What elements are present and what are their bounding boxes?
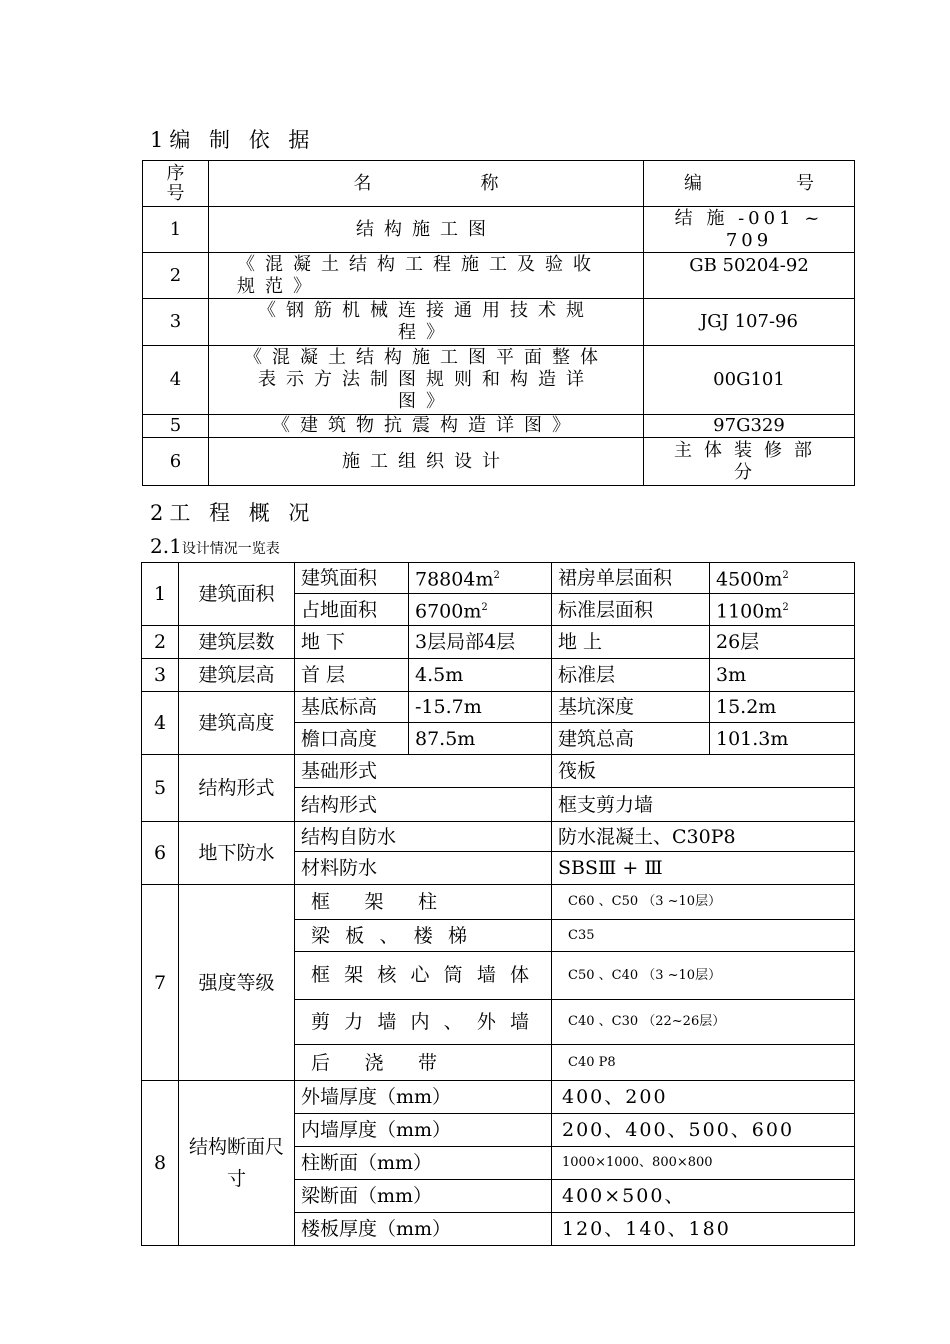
table-row (142, 1081, 855, 1114)
basis-table (142, 160, 855, 486)
grade-item: 框架柱 (295, 885, 552, 920)
row-number: 3 (142, 659, 179, 692)
grade-item: 框架核心筒墙体 (295, 952, 552, 1000)
row-category: 强度等级 (179, 885, 295, 1081)
row-seq: 3 (143, 299, 209, 346)
row-category: 建筑面积 (179, 563, 295, 626)
cell-label: 地 上 (552, 626, 710, 659)
row-code: GB 50204-92 (644, 253, 855, 299)
header-name-left: 名 (353, 172, 372, 194)
cell-value: 87.5m (409, 723, 552, 755)
cell-label: 标准层 (552, 659, 710, 692)
row-code: JGJ 107-96 (644, 299, 855, 346)
cell-label: 首 层 (295, 659, 409, 692)
section-2-1-number: 2.1 (150, 534, 182, 558)
row-name: 《建筑物抗震构造详图》 (209, 415, 644, 438)
cell-label: 檐口高度 (295, 723, 409, 755)
header-name-right: 称 (480, 172, 499, 194)
table-row (142, 563, 855, 594)
section-item: 柱断面（mm） (295, 1147, 552, 1180)
section-item: 梁断面（mm） (295, 1180, 552, 1213)
cell-label: 基础形式 (295, 755, 552, 788)
cell-label: 基底标高 (295, 692, 409, 723)
table-header-row (143, 161, 855, 207)
row-category: 结构形式 (179, 755, 295, 822)
section-item: 外墙厚度（mm） (295, 1081, 552, 1114)
cell-value: 防水混凝土、C30P8 (552, 822, 855, 852)
cell-value: 26层 (710, 626, 855, 659)
grade-item: 剪力墙内、外墙 (295, 1000, 552, 1045)
header-name (209, 161, 644, 207)
header-code-left: 编 (684, 172, 702, 194)
cell-label: 结构自防水 (295, 822, 552, 852)
header-seq: 序号 (143, 161, 209, 207)
grade-value: C50 、C40 （3 ~10层） (552, 952, 855, 1000)
grade-value: C40 P8 (552, 1045, 855, 1081)
table-row (143, 299, 855, 346)
cell-value: 101.3m (710, 723, 855, 755)
cell-label: 标准层面积 (552, 594, 710, 626)
grade-value: C60 、C50 （3 ~10层） (552, 885, 855, 920)
row-category: 建筑层数 (179, 626, 295, 659)
row-code: 97G329 (644, 415, 855, 438)
grade-item: 梁板、楼梯 (295, 920, 552, 952)
cell-value: 筏板 (552, 755, 855, 788)
cell-value: SBSⅢ + Ⅲ (552, 852, 855, 885)
section-2-1-title (150, 534, 280, 558)
table-row (143, 438, 855, 486)
cell-label: 建筑面积 (295, 563, 409, 594)
table-row (142, 885, 855, 920)
header-code-right: 号 (796, 172, 814, 194)
row-category: 结构断面尺寸 (179, 1081, 295, 1246)
cell-value: 框支剪力墙 (552, 788, 855, 822)
cell-label: 建筑总高 (552, 723, 710, 755)
section-item: 内墙厚度（mm） (295, 1114, 552, 1147)
section-2-title: 2工 程 概 况 (150, 501, 316, 525)
cell-value: 15.2m (710, 692, 855, 723)
section-value: 400×500、 (552, 1180, 855, 1213)
cell-value: 3m (710, 659, 855, 692)
section-1-title: 1编 制 依 据 (150, 128, 316, 152)
grade-value: C35 (552, 920, 855, 952)
cell-value: $4500m^2$ (710, 563, 855, 594)
row-category: 地下防水 (179, 822, 295, 885)
cell-value: $1100m^2$ (710, 594, 855, 626)
row-seq: 2 (143, 253, 209, 299)
row-code: 00G101 (644, 346, 855, 415)
cell-value: 4.5m (409, 659, 552, 692)
cell-label: 裙房单层面积 (552, 563, 710, 594)
header-code (644, 161, 855, 207)
row-seq: 1 (143, 207, 209, 253)
row-number: 4 (142, 692, 179, 755)
cell-value: 3层局部4层 (409, 626, 552, 659)
grade-value: C40 、C30 （22~26层） (552, 1000, 855, 1045)
table-row (143, 415, 855, 438)
cell-label: 地 下 (295, 626, 409, 659)
design-overview-table (141, 562, 855, 1246)
table-row (143, 253, 855, 299)
cell-label: 基坑深度 (552, 692, 710, 723)
row-name: 《钢筋机械连接通用技术规程》 (209, 299, 644, 346)
section-2-1-label: 设计情况一览表 (181, 541, 280, 557)
table-row (142, 755, 855, 788)
cell-value: -15.7m (409, 692, 552, 723)
row-code: 结 施 -001 ~ 709 (644, 207, 855, 253)
row-seq: 6 (143, 438, 209, 486)
row-name: 施工组织设计 (209, 438, 644, 486)
row-number: 2 (142, 626, 179, 659)
row-category: 建筑层高 (179, 659, 295, 692)
row-number: 7 (142, 885, 179, 1081)
row-number: 1 (142, 563, 179, 626)
row-seq: 5 (143, 415, 209, 438)
section-value: 200、400、500、600 (552, 1114, 855, 1147)
table-row (142, 659, 855, 692)
cell-label: 材料防水 (295, 852, 552, 885)
row-code: 主体装修部分 (644, 438, 855, 486)
row-number: 8 (142, 1081, 179, 1246)
row-name: 结构施工图 (209, 207, 644, 253)
row-name: 《混凝土结构工程施工及验收规范》 (209, 253, 644, 299)
section-value: 120、140、180 (552, 1213, 855, 1246)
section-value: 1000×1000、800×800 (552, 1147, 855, 1180)
row-category: 建筑高度 (179, 692, 295, 755)
table-row (142, 626, 855, 659)
grade-item: 后浇带 (295, 1045, 552, 1081)
cell-value: $78804m^2$ (409, 563, 552, 594)
row-number: 6 (142, 822, 179, 885)
section-item: 楼板厚度（mm） (295, 1213, 552, 1246)
table-row (143, 346, 855, 415)
row-number: 5 (142, 755, 179, 822)
table-row (142, 822, 855, 852)
row-name: 《混凝土结构施工图平面整体表示方法制图规则和构造详图》 (209, 346, 644, 415)
section-value: 400、200 (552, 1081, 855, 1114)
cell-label: 占地面积 (295, 594, 409, 626)
row-seq: 4 (143, 346, 209, 415)
cell-value: $6700m^2$ (409, 594, 552, 626)
cell-label: 结构形式 (295, 788, 552, 822)
table-row (143, 207, 855, 253)
table-row (142, 692, 855, 723)
